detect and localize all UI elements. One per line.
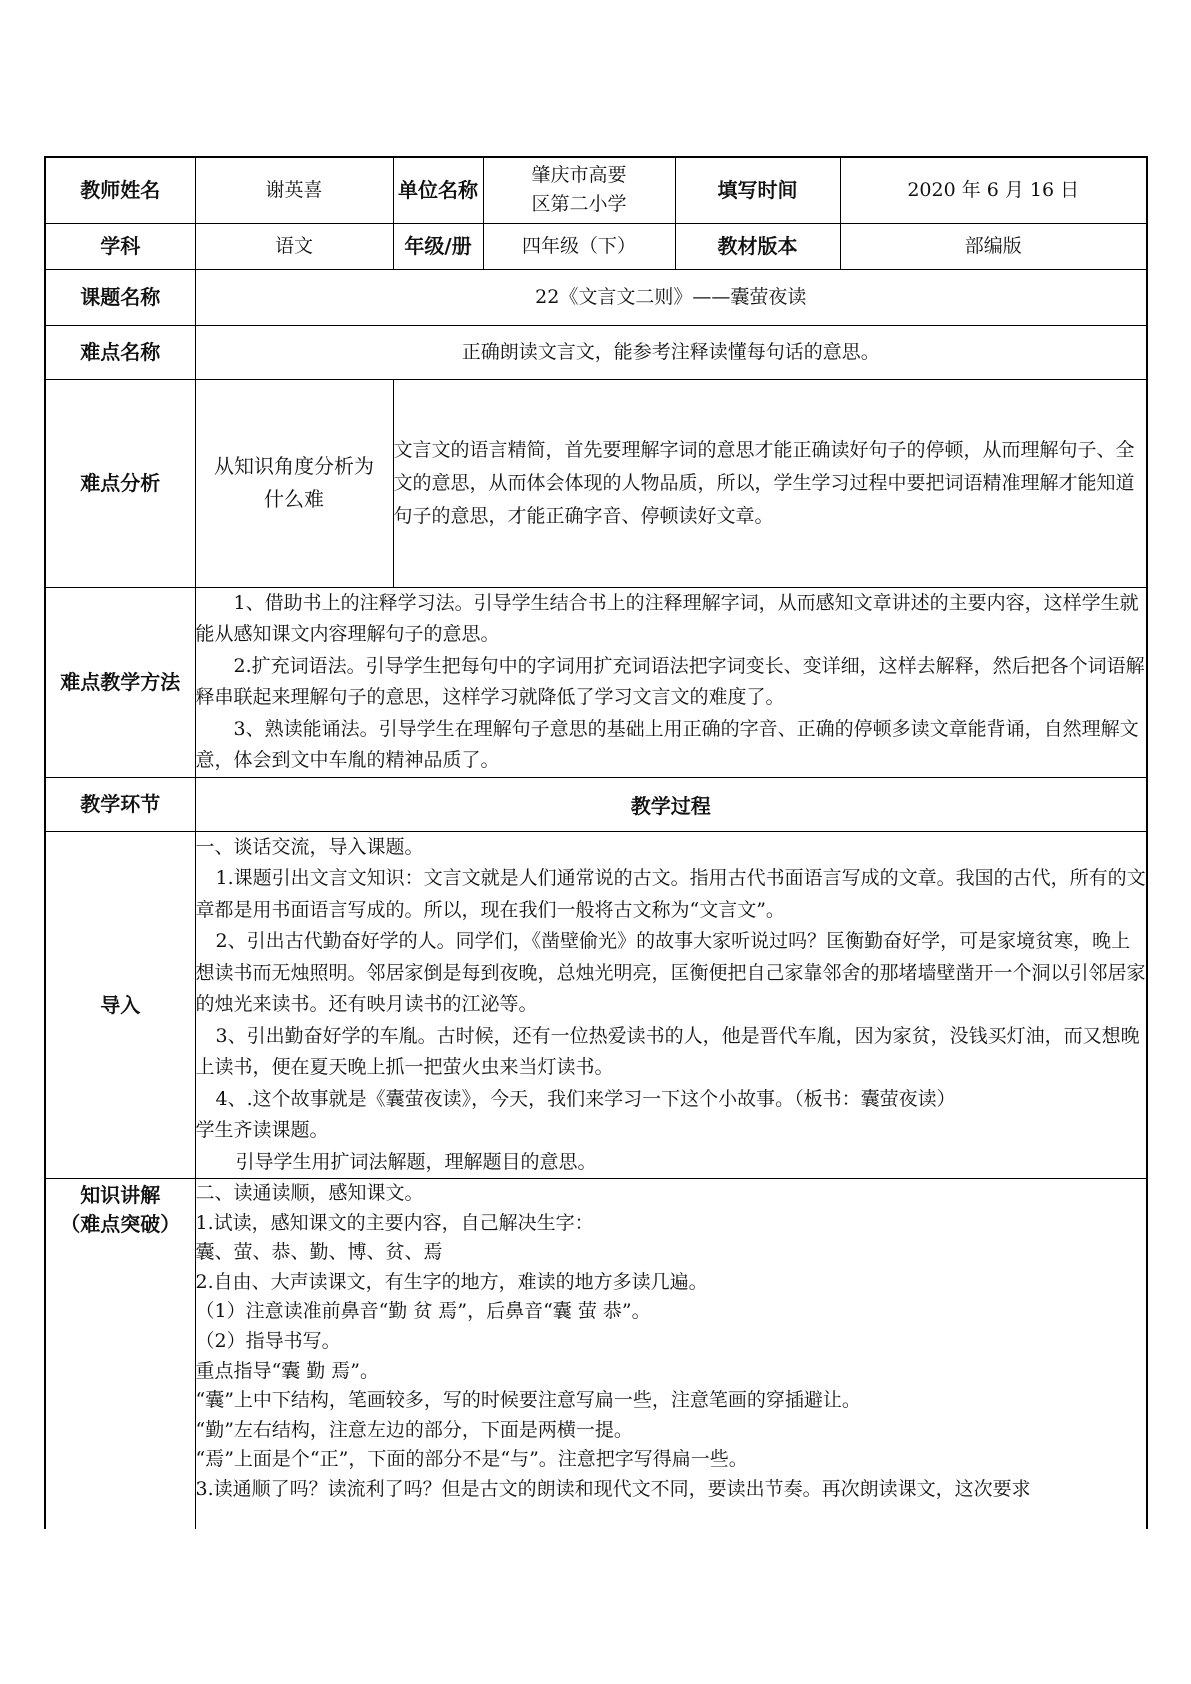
intro-line: 2、引出古代勤奋好学的人。同学们，《凿壁偷光》的故事大家听说过吗？匡衡勤奋好学，可是家境贫寒，晚上想读书而无烛照明。邻居家倒是每到夜晚，总烛光明亮，匡衡便把自己家靠邻舍的那堵墙壁凿开一个洞以引邻居家的烛光来读书。还有映月读书的江泌等。	[195, 930, 1146, 1015]
knowledge-line: “囊”上中下结构，笔画较多，写的时候要注意写扁一些，注意笔画的穿插避让。	[195, 1389, 861, 1412]
row-intro	[45, 831, 1147, 1179]
row-difficulty	[45, 325, 1147, 379]
topic-label: 课题名称	[45, 269, 195, 325]
knowledge-line: 1.试读，感知课文的主要内容，自己解决生字：	[195, 1211, 594, 1234]
analysis-label: 难点分析	[45, 379, 195, 587]
difficulty-value: 正确朗读文言文，能参考注释读懂每句话的意思。	[195, 325, 1147, 379]
row-topic	[45, 269, 1147, 325]
subject-label: 学科	[45, 223, 195, 269]
knowledge-line: “焉”上面是个“正”，下面的部分不是“与”。注意把字写得扁一些。	[195, 1448, 748, 1471]
row-subject-info	[45, 223, 1147, 269]
lesson-plan-table	[44, 156, 1148, 1529]
method-item: 1、借助书上的注释学习法。引导学生结合书上的注释理解字词，从而感知文章讲述的主要内容，这样学生就能从感知课文内容理解句子的意思。	[195, 591, 1139, 645]
fill-date-value: 2020 年 6 月 16 日	[840, 157, 1147, 223]
stage-header: 教学环节	[45, 777, 195, 831]
knowledge-content	[195, 1179, 1147, 1529]
knowledge-line: “勤”左右结构，注意左边的部分，下面是两横一提。	[195, 1418, 633, 1441]
intro-line: 一、谈话交流，导入课题。	[195, 835, 424, 858]
teacher-name-value: 谢英喜	[195, 157, 393, 223]
analysis-sublabel-line-1: 从知识角度分析为	[214, 454, 374, 478]
edition-value: 部编版	[840, 223, 1147, 269]
analysis-sublabel	[195, 379, 393, 587]
row-teacher-info	[45, 157, 1147, 223]
method-item: 3、熟读能诵法。引导学生在理解句子意思的基础上用正确的字音、正确的停顿多读文章能背诵，自然理解文意，体会到文中车胤的精神品质了。	[195, 717, 1139, 771]
knowledge-label-line-1: 知识讲解	[80, 1183, 161, 1207]
intro-label: 导入	[45, 831, 195, 1179]
knowledge-line: （2）指导书写。	[195, 1329, 341, 1352]
intro-line: 学生齐读课题。	[195, 1119, 329, 1141]
analysis-text: 文言文的语言精简，首先要理解字词的意思才能正确读好句子的停顿，从而理解句子、全文的意思，从而体会体现的人物品质，所以，学生学习过程中要把词语精准理解才能知道句子的意思，才能正确字音、停顿读好文章。	[393, 379, 1147, 587]
intro-line: 1.课题引出文言文知识：文言文就是人们通常说的古文。指用古代书面语言写成的文章。我国的古代，所有的文章都是用书面语言写成的。所以，现在我们一般将古文称为“文言文”。	[195, 867, 1146, 921]
row-analysis	[45, 379, 1147, 587]
row-methods	[45, 587, 1147, 777]
knowledge-line: 二、读通读顺，感知课文。	[195, 1182, 424, 1204]
edition-label: 教材版本	[675, 223, 840, 269]
unit-name-line-1: 肇庆市高要	[531, 164, 627, 187]
method-item: 2.扩充词语法。引导学生把每句中的字词用扩充词语法把字词变长、变详细，这样去解释，然后把各个词语解释串联起来理解句子的意思，这样学习就降低了学习文言文的难度了。	[195, 654, 1145, 708]
grade-value: 四年级（下）	[483, 223, 675, 269]
intro-line: 3、引出勤奋好学的车胤。古时候，还有一位热爱读书的人，他是晋代车胤，因为家贫，没钱买灯油，而又想晚上读书，便在夏天晚上抓一把萤火虫来当灯读书。	[195, 1024, 1140, 1078]
knowledge-line: （1）注意读准前鼻音“勤 贫 焉”，后鼻音“囊 萤 恭”。	[195, 1300, 651, 1323]
methods-content	[195, 587, 1147, 777]
methods-label: 难点教学方法	[45, 587, 195, 777]
row-process-header	[45, 777, 1147, 831]
intro-line: 4、.这个故事就是《囊萤夜读》，今天，我们来学习一下这个小故事。（板书：囊萤夜读）	[215, 1087, 956, 1110]
teacher-name-label: 教师姓名	[45, 157, 195, 223]
process-header: 教学过程	[195, 777, 1147, 831]
knowledge-label	[45, 1179, 195, 1529]
unit-name-line-2: 区第二小学	[531, 193, 627, 216]
row-knowledge	[45, 1179, 1147, 1529]
grade-label: 年级/册	[393, 223, 483, 269]
knowledge-line: 囊、萤、恭、勤、博、贫、焉	[195, 1241, 443, 1264]
analysis-sublabel-line-2: 什么难	[264, 487, 324, 511]
intro-content	[195, 831, 1147, 1179]
topic-value: 22《文言文二则》——囊萤夜读	[195, 269, 1147, 325]
subject-value: 语文	[195, 223, 393, 269]
difficulty-label: 难点名称	[45, 325, 195, 379]
unit-name-value	[483, 157, 675, 223]
knowledge-label-line-2: （难点突破）	[60, 1212, 181, 1236]
knowledge-line: 3.读通顺了吗？读流利了吗？但是古文的朗读和现代文不同，要读出节奏。再次朗读课文，这次要求	[195, 1477, 1031, 1500]
knowledge-line: 重点指导“囊 勤 焉”。	[195, 1359, 380, 1382]
intro-line: 引导学生用扩词法解题，理解题目的意思。	[235, 1150, 597, 1173]
unit-name-label: 单位名称	[393, 157, 483, 223]
fill-date-label: 填写时间	[675, 157, 840, 223]
knowledge-line: 2.自由、大声读课文，有生字的地方，难读的地方多读几遍。	[195, 1270, 708, 1293]
